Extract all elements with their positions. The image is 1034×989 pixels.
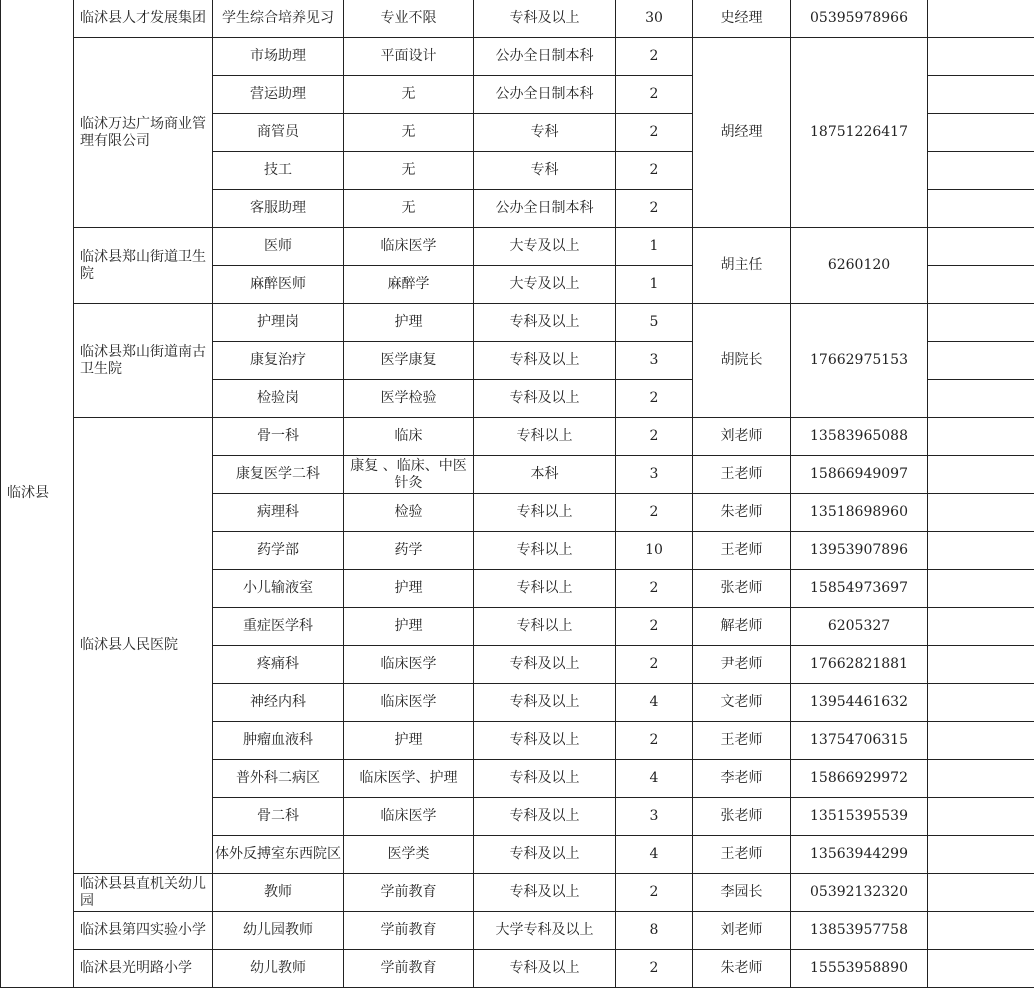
table-row	[1, 0, 1034, 38]
org-name-cell: 临沭县县直机关幼儿园	[74, 874, 213, 912]
position-cell: 体外反搏室东西院区	[213, 836, 344, 874]
table-row	[1, 912, 1034, 950]
education-cell: 大专及以上	[474, 228, 616, 266]
education-cell: 大学专科及以上	[474, 912, 616, 950]
count-cell: 1	[616, 266, 693, 304]
position-cell: 幼儿园教师	[213, 912, 344, 950]
empty-cell	[928, 836, 1034, 874]
county-cell: 临沭县	[1, 0, 74, 988]
major-cell: 护理	[344, 570, 474, 608]
major-cell: 专业不限	[344, 0, 474, 38]
major-cell: 临床医学	[344, 228, 474, 266]
count-cell: 4	[616, 836, 693, 874]
count-cell: 3	[616, 456, 693, 494]
education-cell: 本科	[474, 456, 616, 494]
contact-cell: 李老师	[693, 760, 791, 798]
position-cell: 医师	[213, 228, 344, 266]
phone-cell: 15854973697	[791, 570, 928, 608]
count-cell: 2	[616, 608, 693, 646]
phone-cell: 6205327	[791, 608, 928, 646]
contact-cell: 朱老师	[693, 950, 791, 988]
education-cell: 公办全日制本科	[474, 38, 616, 76]
count-cell: 2	[616, 190, 693, 228]
count-cell: 4	[616, 760, 693, 798]
contact-cell: 胡经理	[693, 38, 791, 228]
major-cell: 康复 、临床、中医针灸	[344, 456, 474, 494]
education-cell: 专科及以上	[474, 646, 616, 684]
major-cell: 学前教育	[344, 874, 474, 912]
position-cell: 骨一科	[213, 418, 344, 456]
education-cell: 专科及以上	[474, 722, 616, 760]
major-cell: 临床医学	[344, 646, 474, 684]
education-cell: 专科及以上	[474, 874, 616, 912]
education-cell: 专科及以上	[474, 304, 616, 342]
empty-cell	[928, 646, 1034, 684]
empty-cell	[928, 874, 1034, 912]
phone-cell: 17662821881	[791, 646, 928, 684]
table-row	[1, 38, 1034, 76]
empty-cell	[928, 152, 1034, 190]
count-cell: 1	[616, 228, 693, 266]
empty-cell	[928, 76, 1034, 114]
phone-cell: 05392132320	[791, 874, 928, 912]
education-cell: 专科及以上	[474, 760, 616, 798]
position-cell: 药学部	[213, 532, 344, 570]
education-cell: 公办全日制本科	[474, 190, 616, 228]
count-cell: 5	[616, 304, 693, 342]
count-cell: 2	[616, 152, 693, 190]
org-name-cell: 临沭万达广场商业管理有限公司	[74, 38, 213, 228]
education-cell: 专科	[474, 152, 616, 190]
position-cell: 神经内科	[213, 684, 344, 722]
phone-cell: 15866929972	[791, 760, 928, 798]
empty-cell	[928, 456, 1034, 494]
major-cell: 学前教育	[344, 912, 474, 950]
position-cell: 营运助理	[213, 76, 344, 114]
empty-cell	[928, 608, 1034, 646]
empty-cell	[928, 0, 1034, 38]
count-cell: 2	[616, 494, 693, 532]
major-cell: 无	[344, 114, 474, 152]
count-cell: 2	[616, 38, 693, 76]
education-cell: 专科以上	[474, 418, 616, 456]
major-cell: 护理	[344, 304, 474, 342]
position-cell: 小儿输液室	[213, 570, 344, 608]
major-cell: 麻醉学	[344, 266, 474, 304]
contact-cell: 张老师	[693, 570, 791, 608]
empty-cell	[928, 798, 1034, 836]
major-cell: 医学检验	[344, 380, 474, 418]
major-cell: 无	[344, 152, 474, 190]
major-cell: 护理	[344, 722, 474, 760]
major-cell: 药学	[344, 532, 474, 570]
position-cell: 骨二科	[213, 798, 344, 836]
contact-cell: 刘老师	[693, 912, 791, 950]
empty-cell	[928, 760, 1034, 798]
phone-cell: 15866949097	[791, 456, 928, 494]
table-row	[1, 950, 1034, 988]
count-cell: 3	[616, 798, 693, 836]
count-cell: 2	[616, 76, 693, 114]
position-cell: 普外科二病区	[213, 760, 344, 798]
table-body	[1, 0, 1034, 988]
phone-cell: 13518698960	[791, 494, 928, 532]
contact-cell: 王老师	[693, 722, 791, 760]
contact-cell: 张老师	[693, 798, 791, 836]
major-cell: 学前教育	[344, 950, 474, 988]
count-cell: 2	[616, 380, 693, 418]
empty-cell	[928, 266, 1034, 304]
major-cell: 临床	[344, 418, 474, 456]
count-cell: 3	[616, 342, 693, 380]
count-cell: 8	[616, 912, 693, 950]
major-cell: 无	[344, 76, 474, 114]
position-cell: 病理科	[213, 494, 344, 532]
empty-cell	[928, 950, 1034, 988]
empty-cell	[928, 722, 1034, 760]
org-name-cell: 临沭县第四实验小学	[74, 912, 213, 950]
position-cell: 麻醉医师	[213, 266, 344, 304]
education-cell: 专科以上	[474, 608, 616, 646]
contact-cell: 史经理	[693, 0, 791, 38]
position-cell: 护理岗	[213, 304, 344, 342]
empty-cell	[928, 114, 1034, 152]
empty-cell	[928, 418, 1034, 456]
org-name-cell: 临沭县郑山街道南古卫生院	[74, 304, 213, 418]
position-cell: 疼痛科	[213, 646, 344, 684]
major-cell: 平面设计	[344, 38, 474, 76]
count-cell: 2	[616, 874, 693, 912]
education-cell: 专科及以上	[474, 950, 616, 988]
org-name-cell: 临沭县郑山街道卫生院	[74, 228, 213, 304]
table-row	[1, 874, 1034, 912]
education-cell: 公办全日制本科	[474, 76, 616, 114]
count-cell: 2	[616, 418, 693, 456]
education-cell: 专科及以上	[474, 0, 616, 38]
education-cell: 专科	[474, 114, 616, 152]
contact-cell: 王老师	[693, 836, 791, 874]
empty-cell	[928, 570, 1034, 608]
position-cell: 康复治疗	[213, 342, 344, 380]
contact-cell: 解老师	[693, 608, 791, 646]
empty-cell	[928, 380, 1034, 418]
count-cell: 2	[616, 722, 693, 760]
major-cell: 护理	[344, 608, 474, 646]
education-cell: 大专及以上	[474, 266, 616, 304]
position-cell: 康复医学二科	[213, 456, 344, 494]
education-cell: 专科及以上	[474, 380, 616, 418]
contact-cell: 胡主任	[693, 228, 791, 304]
phone-cell: 13754706315	[791, 722, 928, 760]
empty-cell	[928, 684, 1034, 722]
org-name-cell: 临沭县人才发展集团	[74, 0, 213, 38]
education-cell: 专科以上	[474, 532, 616, 570]
contact-cell: 李园长	[693, 874, 791, 912]
position-cell: 教师	[213, 874, 344, 912]
phone-cell: 6260120	[791, 228, 928, 304]
education-cell: 专科及以上	[474, 342, 616, 380]
table-row	[1, 304, 1034, 342]
empty-cell	[928, 532, 1034, 570]
education-cell: 专科及以上	[474, 684, 616, 722]
phone-cell: 18751226417	[791, 38, 928, 228]
education-cell: 专科及以上	[474, 798, 616, 836]
position-cell: 重症医学科	[213, 608, 344, 646]
phone-cell: 15553958890	[791, 950, 928, 988]
count-cell: 30	[616, 0, 693, 38]
empty-cell	[928, 228, 1034, 266]
contact-cell: 文老师	[693, 684, 791, 722]
count-cell: 2	[616, 646, 693, 684]
major-cell: 检验	[344, 494, 474, 532]
position-cell: 技工	[213, 152, 344, 190]
count-cell: 2	[616, 570, 693, 608]
phone-cell: 17662975153	[791, 304, 928, 418]
position-cell: 肿瘤血液科	[213, 722, 344, 760]
count-cell: 4	[616, 684, 693, 722]
position-cell: 商管员	[213, 114, 344, 152]
empty-cell	[928, 38, 1034, 76]
empty-cell	[928, 494, 1034, 532]
phone-cell: 13563944299	[791, 836, 928, 874]
empty-cell	[928, 342, 1034, 380]
education-cell: 专科以上	[474, 494, 616, 532]
contact-cell: 王老师	[693, 532, 791, 570]
major-cell: 医学康复	[344, 342, 474, 380]
count-cell: 2	[616, 950, 693, 988]
position-cell: 客服助理	[213, 190, 344, 228]
phone-cell: 13954461632	[791, 684, 928, 722]
education-cell: 专科及以上	[474, 836, 616, 874]
empty-cell	[928, 304, 1034, 342]
education-cell: 专科以上	[474, 570, 616, 608]
major-cell: 医学类	[344, 836, 474, 874]
position-cell: 检验岗	[213, 380, 344, 418]
org-name-cell: 临沭县人民医院	[74, 418, 213, 874]
contact-cell: 刘老师	[693, 418, 791, 456]
phone-cell: 13953907896	[791, 532, 928, 570]
contact-cell: 胡院长	[693, 304, 791, 418]
phone-cell: 13853957758	[791, 912, 928, 950]
major-cell: 临床医学、护理	[344, 760, 474, 798]
empty-cell	[928, 190, 1034, 228]
contact-cell: 尹老师	[693, 646, 791, 684]
contact-cell: 王老师	[693, 456, 791, 494]
phone-cell: 13515395539	[791, 798, 928, 836]
position-cell: 学生综合培养见习	[213, 0, 344, 38]
empty-cell	[928, 912, 1034, 950]
org-name-cell: 临沭县光明路小学	[74, 950, 213, 988]
phone-cell: 05395978966	[791, 0, 928, 38]
major-cell: 临床医学	[344, 798, 474, 836]
major-cell: 无	[344, 190, 474, 228]
phone-cell: 13583965088	[791, 418, 928, 456]
major-cell: 临床医学	[344, 684, 474, 722]
table-row	[1, 418, 1034, 456]
count-cell: 2	[616, 114, 693, 152]
position-cell: 幼儿教师	[213, 950, 344, 988]
position-cell: 市场助理	[213, 38, 344, 76]
count-cell: 10	[616, 532, 693, 570]
contact-cell: 朱老师	[693, 494, 791, 532]
table-row	[1, 228, 1034, 266]
